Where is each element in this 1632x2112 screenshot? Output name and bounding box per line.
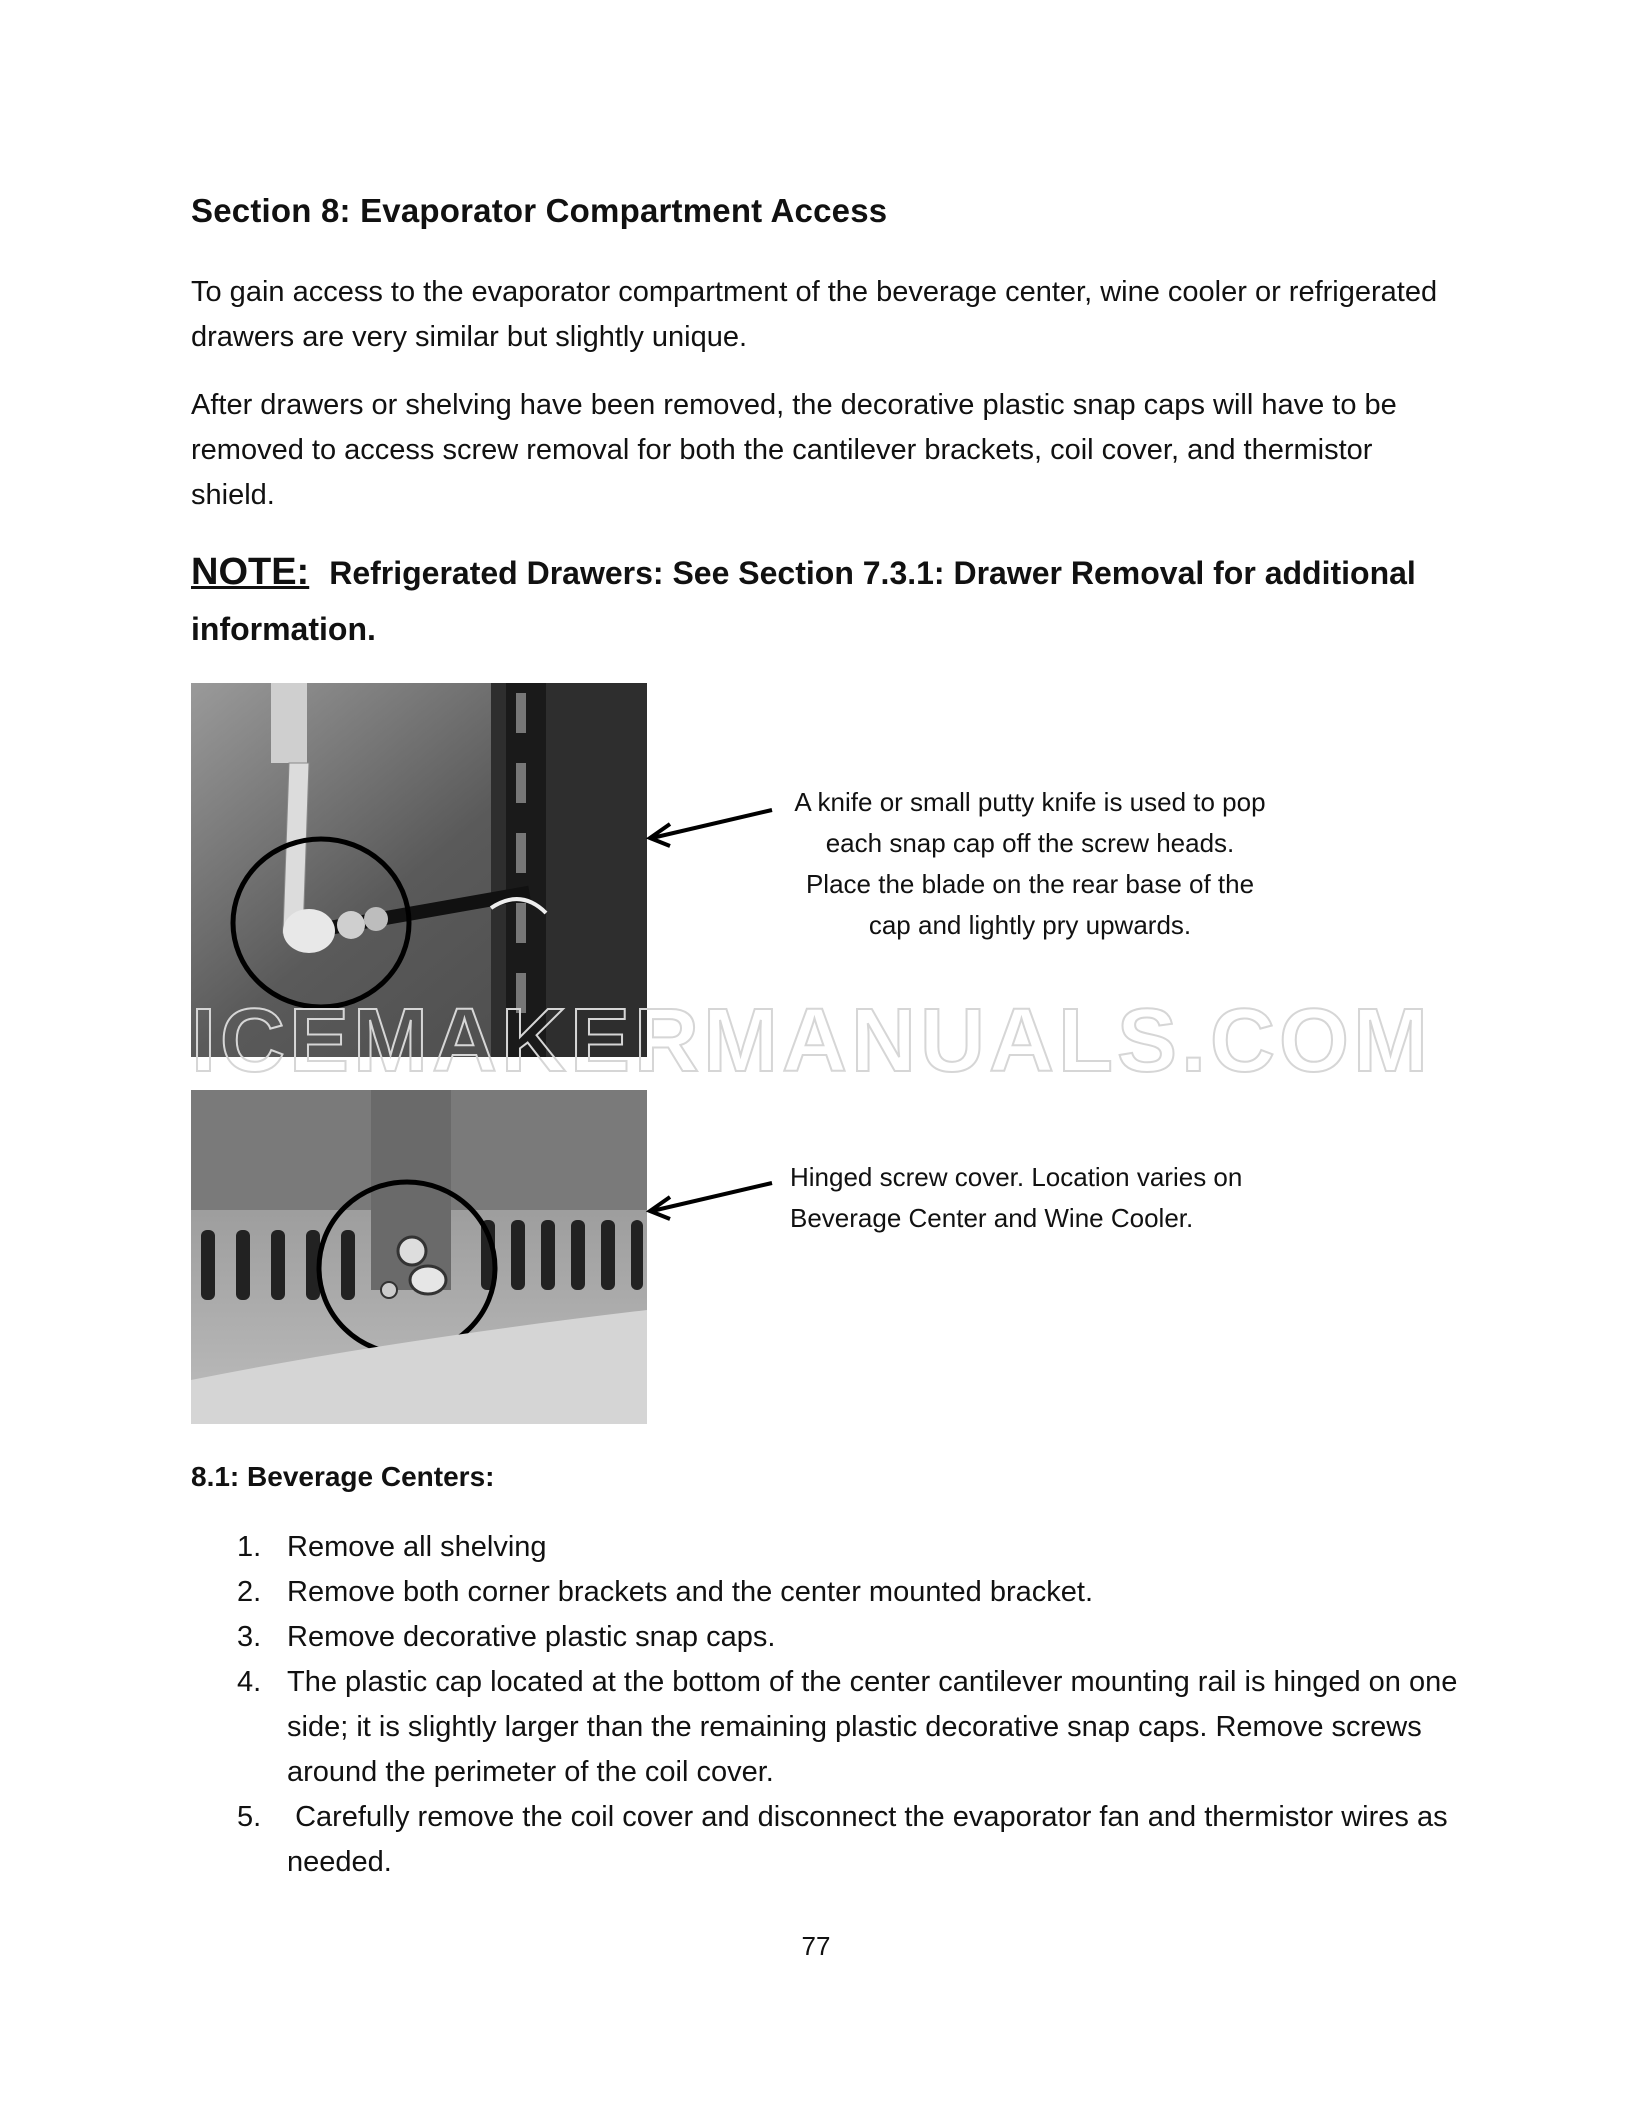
note-text: Refrigerated Drawers: See Section 7.3.1: Drawer Removal for additional information. (191, 555, 1416, 647)
figure-caption-putty-knife: A knife or small putty knife is used to pop each snap cap off the screw heads. Place the blade on the rear base of the cap and lightly pry upwards. (794, 787, 1266, 940)
hinged-cover-photo (191, 1090, 647, 1424)
list-item: 5. Carefully remove the coil cover and disconnect the evaporator fan and thermistor wires as needed. (237, 1801, 1456, 1878)
figure-caption-hinged-cover: Hinged screw cover. Location varies on Beverage Center and Wine Cooler. (790, 1162, 1243, 1233)
note-block (191, 544, 1461, 657)
list-item: 2. Remove both corner brackets and the center mounted bracket. (237, 1576, 1093, 1608)
note-label: NOTE: (191, 551, 310, 593)
section-title: Section 8: Evaporator Compartment Access (191, 192, 888, 229)
list-item: 3. Remove decorative plastic snap caps. (237, 1621, 776, 1653)
steps-list (191, 1525, 1461, 1885)
arrow-left-icon (640, 800, 780, 850)
page-number: 77 (801, 1931, 831, 1961)
removal-paragraph: After drawers or shelving have been removed, the decorative plastic snap caps will have to be removed to access screw removal for both the cantilever brackets, coil cover, and thermistor shield. (191, 389, 1397, 511)
subsection-title: 8.1: Beverage Centers: (191, 1461, 495, 1492)
putty-knife-photo (191, 683, 647, 1057)
list-item: 1. Remove all shelving (237, 1531, 547, 1563)
list-item: 4. The plastic cap located at the bottom of the center cantilever mounting rail is hinged on one side; it is slightly larger than the remaining plastic decorative snap caps. Remove screws around the perimeter of the coil cover. (237, 1666, 1458, 1788)
watermark: ICEMAKERMANUALS.COM (191, 991, 1432, 1091)
arrow-left-icon (640, 1173, 780, 1223)
intro-paragraph: To gain access to the evaporator compartment of the beverage center, wine cooler or refrigerated drawers are very similar but slightly unique. (191, 276, 1438, 353)
